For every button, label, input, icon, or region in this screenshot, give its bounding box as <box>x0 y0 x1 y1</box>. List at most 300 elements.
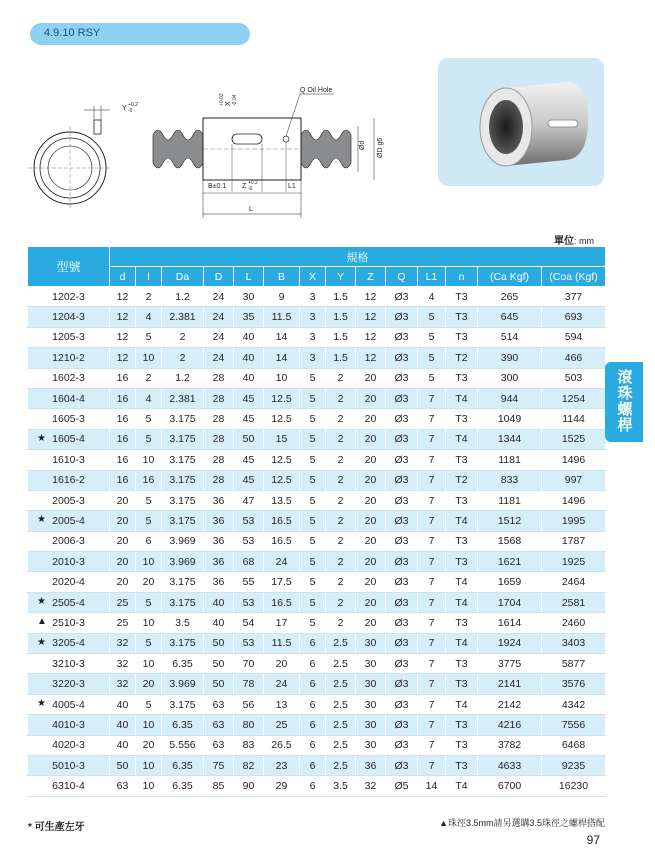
table-row <box>28 429 606 449</box>
table-cell: 28 <box>204 388 234 408</box>
table-cell: 32 <box>110 633 136 653</box>
table-cell: 1254 <box>542 388 606 408</box>
table-cell: 2 <box>326 450 356 470</box>
table-cell: 3 <box>300 327 326 347</box>
table-cell: 1144 <box>542 409 606 429</box>
table-row <box>28 287 606 307</box>
table-cell: 10 <box>136 776 162 796</box>
table-row <box>28 348 606 368</box>
table-cell: 82 <box>234 755 264 775</box>
table-cell: T2 <box>446 348 478 368</box>
model-cell <box>28 368 110 388</box>
table-cell: 20 <box>356 552 386 572</box>
table-cell: T3 <box>446 409 478 429</box>
table-cell: 5877 <box>542 654 606 674</box>
model-number: 2005-4 <box>52 514 85 527</box>
column-header: (Ca Kgf) <box>478 267 542 287</box>
table-cell: 2.5 <box>326 715 356 735</box>
table-cell: 6468 <box>542 735 606 755</box>
model-cell <box>28 755 110 775</box>
table-cell: 6700 <box>478 776 542 796</box>
table-cell: 11.5 <box>264 307 300 327</box>
table-cell: 12.5 <box>264 450 300 470</box>
table-cell: 5 <box>300 552 326 572</box>
table-cell: 16 <box>110 368 136 388</box>
product-photo <box>438 58 604 186</box>
model-number: 4005-4 <box>52 698 85 711</box>
table-cell: T3 <box>446 531 478 551</box>
table-cell: 17.5 <box>264 572 300 592</box>
table-cell: 7 <box>418 470 446 490</box>
table-cell: 25 <box>110 592 136 612</box>
table-cell: T4 <box>446 694 478 714</box>
table-cell: Ø3 <box>386 470 418 490</box>
unit-value: : mm <box>574 236 594 246</box>
table-cell: 10 <box>136 755 162 775</box>
table-cell: 16 <box>110 450 136 470</box>
nut-drawing <box>18 78 418 228</box>
table-cell: 25 <box>264 715 300 735</box>
table-cell: T3 <box>446 368 478 388</box>
table-cell: 28 <box>204 368 234 388</box>
table-cell: 1496 <box>542 450 606 470</box>
table-cell: 2.381 <box>162 388 204 408</box>
table-cell: 20 <box>356 388 386 408</box>
model-cell <box>28 348 110 368</box>
table-cell: 2 <box>326 429 356 449</box>
table-cell: 2 <box>326 592 356 612</box>
table-cell: 2.5 <box>326 735 356 755</box>
model-number: 2020-4 <box>52 576 85 589</box>
table-cell: 1.5 <box>326 307 356 327</box>
table-cell: 1787 <box>542 531 606 551</box>
model-number: 1604-4 <box>52 392 85 405</box>
table-cell: 2 <box>326 368 356 388</box>
table-cell: 16 <box>110 470 136 490</box>
table-cell: 1925 <box>542 552 606 572</box>
table-cell: 5 <box>300 572 326 592</box>
z-dim-upper: +0.2 <box>248 180 258 186</box>
table-cell: 3.969 <box>162 674 204 694</box>
table-cell: 1.2 <box>162 368 204 388</box>
model-cell <box>28 592 110 612</box>
column-header: L <box>234 267 264 287</box>
table-row <box>28 511 606 531</box>
table-cell: 45 <box>234 450 264 470</box>
table-cell: 2 <box>136 368 162 388</box>
table-cell: 2 <box>326 511 356 531</box>
table-cell: 12.5 <box>264 409 300 429</box>
table-row <box>28 654 606 674</box>
table-cell: 5 <box>300 592 326 612</box>
table-cell: 36 <box>204 572 234 592</box>
table-row <box>28 592 606 612</box>
table-row <box>28 674 606 694</box>
table-cell: T3 <box>446 735 478 755</box>
table-cell: 80 <box>234 715 264 735</box>
row-mark: ★ <box>37 514 46 526</box>
table-cell: 5 <box>418 348 446 368</box>
table-cell: Ø3 <box>386 450 418 470</box>
table-cell: 20 <box>110 572 136 592</box>
table-cell: 20 <box>110 490 136 510</box>
unit-label-text: 單位 <box>554 236 574 247</box>
table-cell: 645 <box>478 307 542 327</box>
table-cell: 7 <box>418 633 446 653</box>
row-mark: ▲ <box>37 616 47 628</box>
model-number: 3210-3 <box>52 657 85 670</box>
table-row <box>28 755 606 775</box>
table-cell: 2581 <box>542 592 606 612</box>
table-cell: 7 <box>418 613 446 633</box>
table-cell: T3 <box>446 552 478 572</box>
table-cell: 45 <box>234 470 264 490</box>
table-cell: Ø3 <box>386 327 418 347</box>
table-row <box>28 776 606 796</box>
table-cell: 5 <box>300 490 326 510</box>
table-cell: 5 <box>418 327 446 347</box>
table-cell: 1344 <box>478 429 542 449</box>
table-cell: 24 <box>204 307 234 327</box>
table-cell: Ø5 <box>386 776 418 796</box>
table-cell: 10 <box>136 613 162 633</box>
x-tolerance-upper: +0.02 <box>219 93 225 106</box>
table-cell: 1614 <box>478 613 542 633</box>
section-title: 4.9.10 RSY <box>44 27 101 39</box>
table-cell: 5 <box>300 470 326 490</box>
model-cell <box>28 531 110 551</box>
table-cell: 1.5 <box>326 327 356 347</box>
table-cell: 6 <box>300 654 326 674</box>
x-tolerance-label: X <box>225 101 232 106</box>
table-cell: 7 <box>418 654 446 674</box>
table-cell: 16.5 <box>264 511 300 531</box>
table-cell: 2 <box>326 531 356 551</box>
table-cell: 30 <box>356 694 386 714</box>
table-cell: 2.5 <box>326 633 356 653</box>
table-cell: Ø3 <box>386 633 418 653</box>
table-cell: 7 <box>418 429 446 449</box>
table-cell: 7 <box>418 490 446 510</box>
table-cell: 20 <box>356 531 386 551</box>
table-cell: 5 <box>418 307 446 327</box>
table-cell: 1512 <box>478 511 542 531</box>
table-cell: Ø3 <box>386 511 418 531</box>
table-cell: 36 <box>204 490 234 510</box>
side-tab-label: 滾珠螺桿 <box>615 369 633 433</box>
table-cell: 5 <box>136 327 162 347</box>
table-cell: 6 <box>136 531 162 551</box>
table-cell: 50 <box>234 429 264 449</box>
table-cell: 40 <box>204 592 234 612</box>
column-header: B <box>264 267 300 287</box>
table-cell: 3.175 <box>162 592 204 612</box>
table-cell: 3.175 <box>162 694 204 714</box>
table-cell: 53 <box>234 531 264 551</box>
model-cell <box>28 633 110 653</box>
column-header: Z <box>356 267 386 287</box>
table-cell: 6.35 <box>162 755 204 775</box>
table-row <box>28 715 606 735</box>
table-cell: 7 <box>418 409 446 429</box>
table-cell: 55 <box>234 572 264 592</box>
table-cell: 20 <box>356 450 386 470</box>
table-cell: 20 <box>136 735 162 755</box>
table-cell: 6 <box>300 755 326 775</box>
column-header: D <box>204 267 234 287</box>
table-cell: T4 <box>446 776 478 796</box>
table-cell: 32 <box>110 654 136 674</box>
table-cell: 6.35 <box>162 654 204 674</box>
table-cell: 7 <box>418 755 446 775</box>
table-cell: T4 <box>446 572 478 592</box>
table-cell: 997 <box>542 470 606 490</box>
table-cell: 45 <box>234 388 264 408</box>
table-cell: 12 <box>356 307 386 327</box>
table-cell: Ø3 <box>386 592 418 612</box>
table-cell: 40 <box>110 694 136 714</box>
table-cell: 78 <box>234 674 264 694</box>
model-number: 1202-3 <box>52 290 85 303</box>
model-cell <box>28 654 110 674</box>
table-cell: 6.35 <box>162 776 204 796</box>
d-dim-label: Ød <box>359 140 366 150</box>
table-cell: 2 <box>136 287 162 307</box>
table-cell: Ø3 <box>386 307 418 327</box>
table-cell: 1181 <box>478 450 542 470</box>
table-row <box>28 531 606 551</box>
table-cell: 13.5 <box>264 490 300 510</box>
table-cell: 29 <box>264 776 300 796</box>
table-cell: 12 <box>110 348 136 368</box>
table-cell: 50 <box>204 654 234 674</box>
row-mark: ★ <box>37 432 46 444</box>
table-cell: 377 <box>542 287 606 307</box>
table-cell: 53 <box>234 511 264 531</box>
table-cell: 50 <box>204 674 234 694</box>
table-cell: 15 <box>264 429 300 449</box>
table-cell: 3.175 <box>162 511 204 531</box>
table-cell: 12 <box>356 348 386 368</box>
table-cell: 9235 <box>542 755 606 775</box>
table-cell: 90 <box>234 776 264 796</box>
table-cell: 2 <box>326 613 356 633</box>
x-tolerance-lower: -0.04 <box>232 94 238 106</box>
model-number: 2006-3 <box>52 535 85 548</box>
model-number: 1605-3 <box>52 413 85 426</box>
model-cell <box>28 388 110 408</box>
y-tolerance-label: Y <box>122 105 127 112</box>
table-cell: 7 <box>418 511 446 531</box>
table-cell: 2464 <box>542 572 606 592</box>
table-cell: 3.175 <box>162 409 204 429</box>
table-cell: 3403 <box>542 633 606 653</box>
model-number: 1605-4 <box>52 433 85 446</box>
table-cell: 16.5 <box>264 592 300 612</box>
table-cell: 20 <box>356 470 386 490</box>
table-cell: 3.175 <box>162 429 204 449</box>
table-cell: 20 <box>356 490 386 510</box>
table-cell: T3 <box>446 490 478 510</box>
table-cell: 30 <box>356 715 386 735</box>
table-cell: 5 <box>300 450 326 470</box>
row-mark: ★ <box>37 595 46 607</box>
table-cell: 4 <box>136 388 162 408</box>
model-number: 2010-3 <box>52 555 85 568</box>
model-cell <box>28 409 110 429</box>
table-cell: 6 <box>300 633 326 653</box>
table-cell: 5 <box>300 613 326 633</box>
table-cell: 7 <box>418 735 446 755</box>
table-cell: 3.5 <box>162 613 204 633</box>
table-row <box>28 552 606 572</box>
table-cell: Ø3 <box>386 409 418 429</box>
model-cell <box>28 674 110 694</box>
table-cell: 2 <box>326 490 356 510</box>
table-cell: T4 <box>446 429 478 449</box>
model-header: 型號 <box>28 247 110 287</box>
keyway-slot <box>232 134 262 144</box>
table-cell: 12.5 <box>264 388 300 408</box>
table-cell: 2 <box>326 388 356 408</box>
table-cell: 20 <box>110 552 136 572</box>
column-header: Q <box>386 267 418 287</box>
table-cell: 50 <box>204 633 234 653</box>
table-cell: 30 <box>234 287 264 307</box>
table-cell: 7 <box>418 572 446 592</box>
column-header: d <box>110 267 136 287</box>
table-cell: 2.381 <box>162 307 204 327</box>
table-cell: 12 <box>110 287 136 307</box>
table-cell: T3 <box>446 654 478 674</box>
column-header: Da <box>162 267 204 287</box>
table-cell: 7 <box>418 694 446 714</box>
table-cell: 40 <box>110 715 136 735</box>
table-cell: 20 <box>356 592 386 612</box>
table-cell: 7 <box>418 531 446 551</box>
table-cell: 5 <box>136 694 162 714</box>
model-cell <box>28 572 110 592</box>
table-cell: 5 <box>136 490 162 510</box>
table-cell: 20 <box>356 572 386 592</box>
table-cell: 20 <box>356 409 386 429</box>
table-cell: 503 <box>542 368 606 388</box>
table-cell: 5 <box>418 368 446 388</box>
table-cell: T4 <box>446 633 478 653</box>
table-row <box>28 572 606 592</box>
table-cell: T3 <box>446 674 478 694</box>
table-cell: 14 <box>264 327 300 347</box>
table-cell: 514 <box>478 327 542 347</box>
table-cell: 24 <box>264 552 300 572</box>
model-number: 6310-4 <box>52 780 85 793</box>
table-row <box>28 368 606 388</box>
table-cell: 300 <box>478 368 542 388</box>
table-cell: 1525 <box>542 429 606 449</box>
y-tolerance-lower: -0 <box>128 108 133 114</box>
table-cell: 54 <box>234 613 264 633</box>
table-cell: 265 <box>478 287 542 307</box>
table-cell: T3 <box>446 715 478 735</box>
table-cell: 63 <box>110 776 136 796</box>
end-view <box>28 106 112 210</box>
table-cell: 3.175 <box>162 633 204 653</box>
table-cell: 5 <box>300 388 326 408</box>
column-header: L1 <box>418 267 446 287</box>
table-cell: 63 <box>204 715 234 735</box>
table-row <box>28 327 606 347</box>
table-cell: Ø3 <box>386 490 418 510</box>
table-cell: 4216 <box>478 715 542 735</box>
table-cell: 63 <box>204 735 234 755</box>
table-cell: 10 <box>136 348 162 368</box>
table-cell: T2 <box>446 470 478 490</box>
spec-table <box>27 246 606 797</box>
table-cell: 28 <box>204 409 234 429</box>
table-cell: 4 <box>418 287 446 307</box>
model-number: 1205-3 <box>52 331 85 344</box>
table-row <box>28 490 606 510</box>
model-number: 2005-3 <box>52 494 85 507</box>
table-cell: 3782 <box>478 735 542 755</box>
table-cell: 6 <box>300 715 326 735</box>
table-cell: 10 <box>136 450 162 470</box>
table-cell: 36 <box>204 511 234 531</box>
table-cell: 3 <box>300 307 326 327</box>
table-cell: 3775 <box>478 654 542 674</box>
table-cell: 3.175 <box>162 572 204 592</box>
table-cell: 2.5 <box>326 694 356 714</box>
table-cell: 7 <box>418 715 446 735</box>
table-cell: 70 <box>234 654 264 674</box>
table-cell: 1621 <box>478 552 542 572</box>
table-cell: 47 <box>234 490 264 510</box>
model-cell <box>28 490 110 510</box>
table-row <box>28 633 606 653</box>
model-number: 4020-3 <box>52 739 85 752</box>
model-number: 5010-3 <box>52 759 85 772</box>
model-cell <box>28 287 110 307</box>
table-row <box>28 735 606 755</box>
table-cell: 1496 <box>542 490 606 510</box>
table-cell: 53 <box>234 633 264 653</box>
table-cell: 7 <box>418 592 446 612</box>
table-cell: 2 <box>326 409 356 429</box>
table-cell: 7 <box>418 674 446 694</box>
table-cell: 4 <box>136 307 162 327</box>
z-dim-lower: -0 <box>248 186 253 192</box>
table-cell: 20 <box>136 674 162 694</box>
table-row <box>28 470 606 490</box>
table-cell: 75 <box>204 755 234 775</box>
column-header-row <box>28 267 606 287</box>
table-cell: 20 <box>110 531 136 551</box>
table-cell: 594 <box>542 327 606 347</box>
table-cell: 53 <box>234 592 264 612</box>
model-number: 2510-3 <box>52 616 85 629</box>
table-cell: 10 <box>136 715 162 735</box>
table-cell: 24 <box>264 674 300 694</box>
table-cell: 30 <box>356 735 386 755</box>
table-cell: 6 <box>300 674 326 694</box>
table-cell: 3576 <box>542 674 606 694</box>
table-cell: 5 <box>300 531 326 551</box>
table-row <box>28 409 606 429</box>
table-cell: 1995 <box>542 511 606 531</box>
table-cell: 1704 <box>478 592 542 612</box>
table-row <box>28 450 606 470</box>
z-dim-label: Z <box>242 183 247 190</box>
